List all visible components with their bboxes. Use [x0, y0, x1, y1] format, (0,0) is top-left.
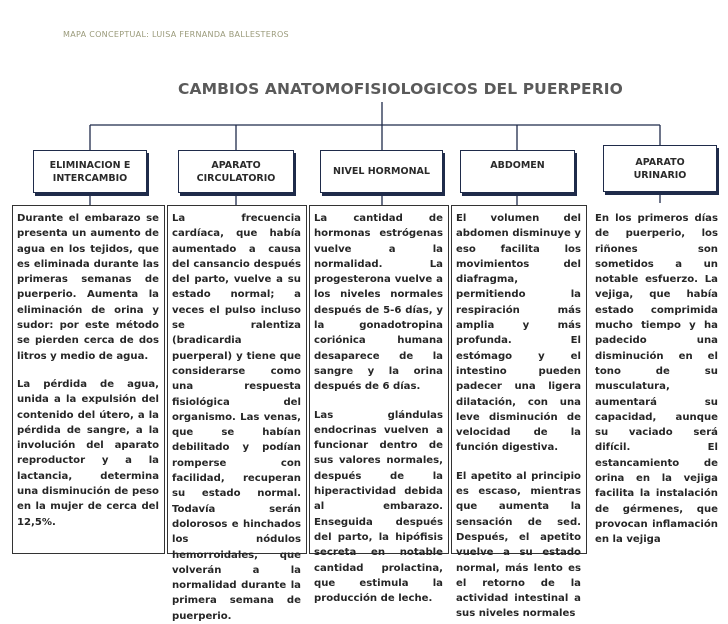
- page-title: CAMBIOS ANATOMOFISIOLOGICOS DEL PUERPERIO: [178, 80, 623, 98]
- column-paragraph: La frecuencia cardíaca, que había aumentado a causa del cansancio después del parto, vuelve a su estado normal; a veces el pulso incluso se ralentiza (bradicardia puerperal) y tiene que considerarse como una respuesta fisiológica del organismo. Las venas, que se habían debilitado y podían romperse con facilidad, recuperan su estado normal. Todavía serán dolorosos e hinchados los nódulos hemorroidales, que volverán a la normalidad durante la primera semana de puerperio.: [172, 213, 301, 622]
- category-urinario: APARATO URINARIO: [603, 145, 717, 192]
- column-urinario: [590, 205, 724, 554]
- author-subtitle: MAPA CONCEPTUAL: LUISA FERNANDA BALLESTEROS: [63, 30, 289, 39]
- column-hormonal: [309, 205, 449, 605]
- column-abdomen: [451, 205, 587, 620]
- column-eliminacion: [12, 205, 165, 554]
- column-paragraph: Las glándulas endocrinas vuelven a funcionar dentro de sus valores normales, después de la hiperactividad debida al embarazo. Enseguida después del parto, la hipófisis secreta en notable cantidad prolactina, que estimula la producción de leche.: [314, 409, 443, 605]
- category-eliminacion: ELIMINACION E INTERCAMBIO: [33, 150, 147, 193]
- column-paragraph: El volumen del abdomen disminuye y eso facilita los movimientos del diafragma, permitiendo la respiración más amplia y más profunda. El estómago y el intestino pueden padecer una ligera dilatación, con una leve disminución de velocidad de la función digestiva.: [456, 213, 581, 454]
- category-circulatorio: APARATO CIRCULATORIO: [178, 150, 294, 193]
- column-paragraph: Durante el embarazo se presenta un aumento de agua en los tejidos, que es eliminada durante las primeras semanas de puerperio. Aumenta la eliminación de orina y sudor: por este método se pierden cerca de dos litros y medio de agua.: [17, 213, 159, 362]
- category-abdomen: ABDOMEN: [460, 150, 575, 193]
- column-paragraph: La pérdida de agua, unida a la expulsión del contenido del útero, a la pérdida de sangre, a la involución del aparato reproductor y a la lactancia, determina una disminución de peso en la mujer de cerca del 12,5%.: [17, 378, 159, 528]
- column-paragraph: La cantidad de hormonas estrógenas vuelve a la normalidad. La progesterona vuelve a los niveles normales después de 5-6 días, y la gonadotropina coriónica humana desaparece de la sangre y la orina después de 6 días.: [314, 213, 443, 393]
- column-paragraph: En los primeros días de puerperio, los riñones son sometidos a un notable esfuerzo. La vejiga, que había estado comprimida mucho tiempo y ha padecido una disminución en el tono de su musculatura, aumentará su capacidad, aunque su vaciado será difícil. El estancamiento de orina en la vejiga facilita la instalación de gérmenes, que provocan inflamación en la vejiga: [595, 213, 718, 546]
- column-circulatorio: [167, 205, 307, 622]
- category-hormonal: NIVEL HORMONAL: [320, 150, 443, 193]
- column-paragraph: El apetito al principio es escaso, mientras que aumenta la sensación de sed. Después, el apetito vuelve a su estado normal, más lento es el retorno de la actividad intestinal a sus niveles normales: [456, 470, 581, 620]
